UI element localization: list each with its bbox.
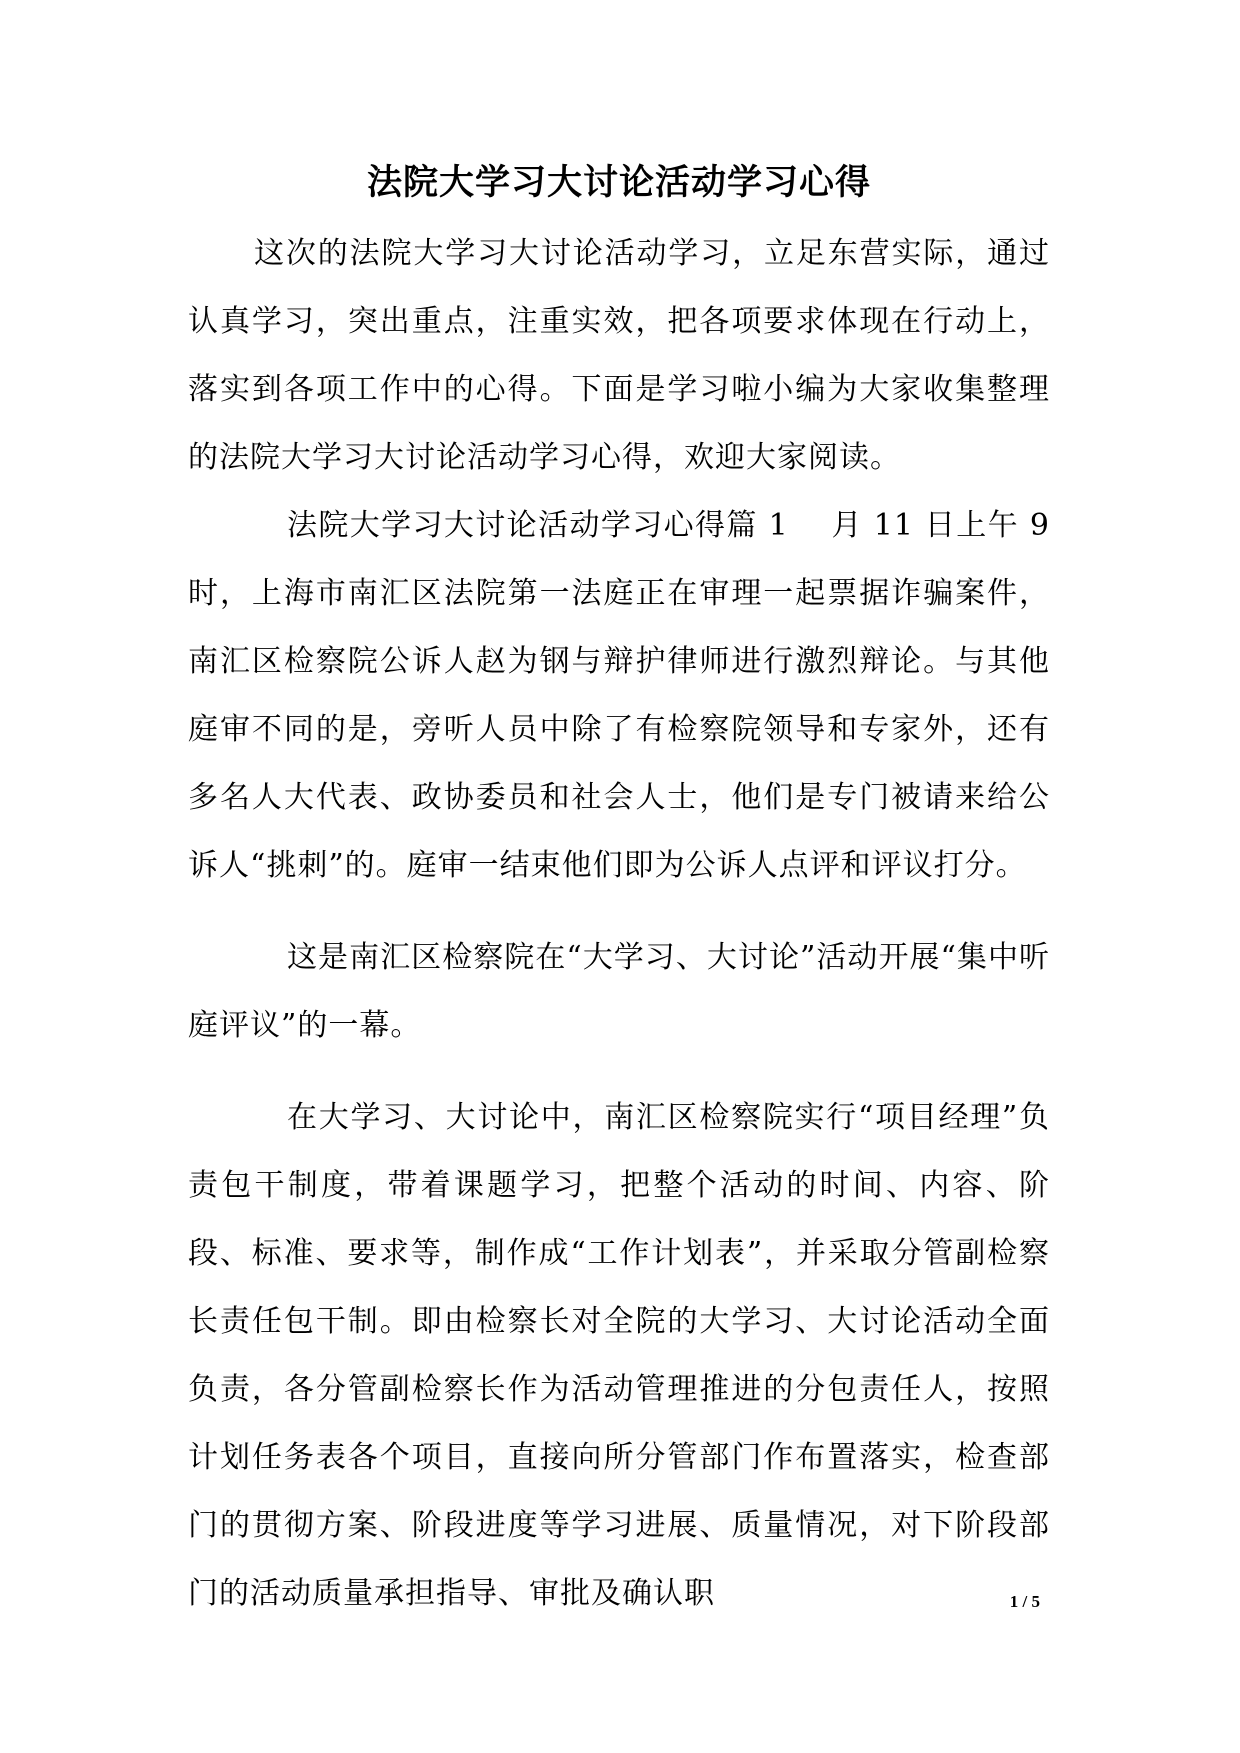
page-number: 1 / 5 xyxy=(1009,1592,1040,1611)
paragraph-article-1: 法院大学习大讨论活动学习心得篇 1 月 11 日上午 9 时，上海市南汇区法院第一法庭正在审理一起票据诈骗案件，南汇区检察院公诉人赵为钢与辩护律师进行激烈辩论。与其他庭审不同的是，旁听人员中除了有检察院领导和专家外，还有多名人大代表、政协委员和社会人士，他们是专门被请来给公诉人“挑刺”的。庭审一结束他们即为公诉人点评和评议打分。 xyxy=(188,508,1050,883)
paragraph-spacer xyxy=(188,900,1050,924)
document-body xyxy=(188,220,1050,1628)
paragraph-intro: 这次的法院大学习大讨论活动学习，立足东营实际，通过认真学习，突出重点，注重实效，把各项要求体现在行动上，落实到各项工作中的心得。下面是学习啦小编为大家收集整理的法院大学习大讨论活动学习心得，欢迎大家阅读。 xyxy=(188,236,1050,475)
document-title: 法院大学习大讨论活动学习心得 xyxy=(366,162,871,203)
paragraph-project-manager: 在大学习、大讨论中，南汇区检察院实行“项目经理”负责包干制度，带着课题学习，把整个活动的时间、内容、阶段、标准、要求等，制作成“工作计划表”，并采取分管副检察长责任包干制。即由检察长对全院的大学习、大讨论活动全面负责，各分管副检察长作为活动管理推进的分包责任人，按照计划任务表各个项目，直接向所分管部门作布置落实，检查部门的贯彻方案、阶段进度等学习进展、质量情况，对下阶段部门的活动质量承担指导、审批及确认职 xyxy=(188,1100,1050,1611)
paragraph-scene: 这是南汇区检察院在“大学习、大讨论”活动开展“集中听庭评议”的一幕。 xyxy=(188,940,1050,1043)
paragraph-spacer xyxy=(188,1060,1050,1084)
